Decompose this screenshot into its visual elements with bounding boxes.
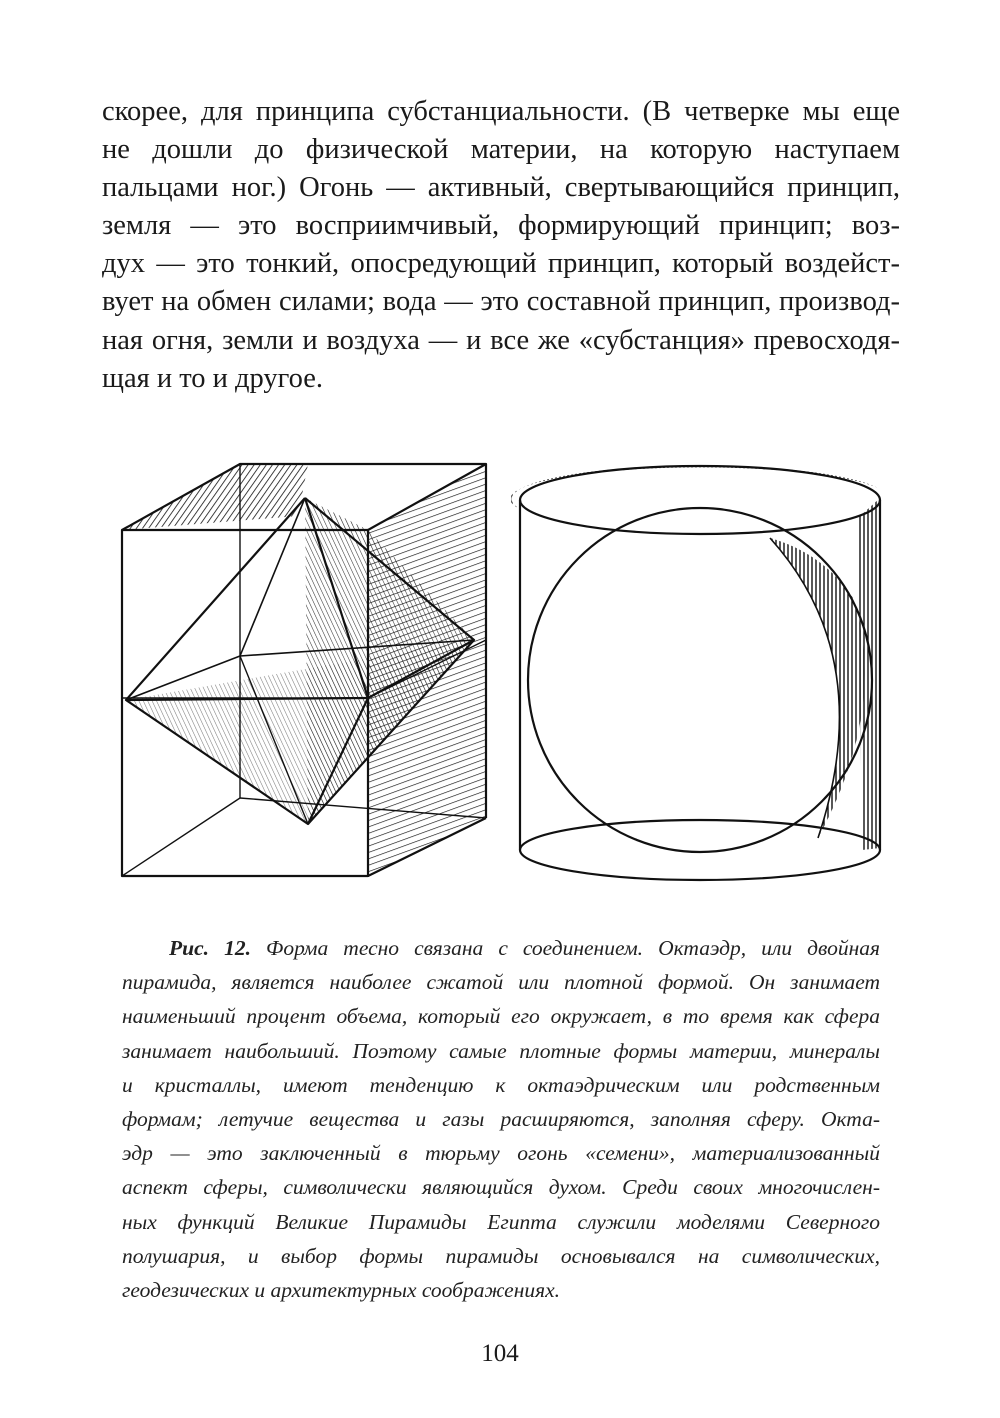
caption-label: Рис. 12.	[169, 936, 251, 960]
sphere-in-cylinder-drawing	[510, 465, 880, 880]
caption-line: аспект сферы, символически являющийся духом. Среди своих многочислен-	[122, 1175, 880, 1200]
body-line: вует на обмен силами; вода — это составной принцип, производ-	[102, 286, 900, 318]
body-line: скорее, для принципа субстанциальности. (В четверке мы еще	[102, 96, 900, 127]
body-line: земля — это восприимчивый, формирующий принцип; воз-	[102, 210, 900, 242]
body-line: пальцами ног.) Огонь — активный, свертывающийся принцип,	[102, 172, 900, 204]
figure-caption	[122, 931, 880, 1307]
caption-line: ных функций Великие Пирамиды Египта служили моделями Северного	[122, 1209, 880, 1234]
body-line: ная огня, земли и воздуха — и все же «субстанция» превосходя-	[102, 324, 900, 356]
caption-line: эдр — это заключенный в тюрьму огонь «семени», материализованный	[122, 1141, 880, 1166]
caption-line: геодезических и архитектурных соображениях.	[122, 1278, 561, 1303]
body-line: не дошли до физической материи, на которую наступаем	[102, 134, 900, 166]
body-paragraph	[102, 93, 900, 398]
octahedron-in-cube-drawing	[122, 464, 486, 876]
body-line: дух — это тонкий, опосредующий принцип, который воздейст-	[102, 248, 900, 280]
body-line: щая и то и другое.	[102, 362, 324, 394]
page-number: 104	[481, 1340, 519, 1367]
caption-line: формам; летучие вещества и газы расширяются, заполняя сферу. Окта-	[122, 1107, 880, 1132]
caption-line: и кристаллы, имеют тенденцию к октаэдрическим или родственным	[122, 1072, 880, 1097]
caption-line: полушария, и выбор формы пирамиды основывался на символических,	[122, 1243, 880, 1268]
figure-illustration	[118, 458, 888, 888]
caption-line	[122, 931, 880, 965]
caption-line: занимает наибольший. Поэтому самые плотные формы материи, минералы	[122, 1038, 880, 1063]
caption-line: наименьший процент объема, который его окружает, в то время как сфера	[122, 1004, 880, 1029]
figure-12	[118, 458, 888, 888]
caption-text: Форма тесно связана с соединением. Октаэдр, или двойная	[266, 936, 881, 960]
caption-line: пирамида, является наиболее сжатой или плотной формой. Он занимает	[122, 970, 880, 995]
